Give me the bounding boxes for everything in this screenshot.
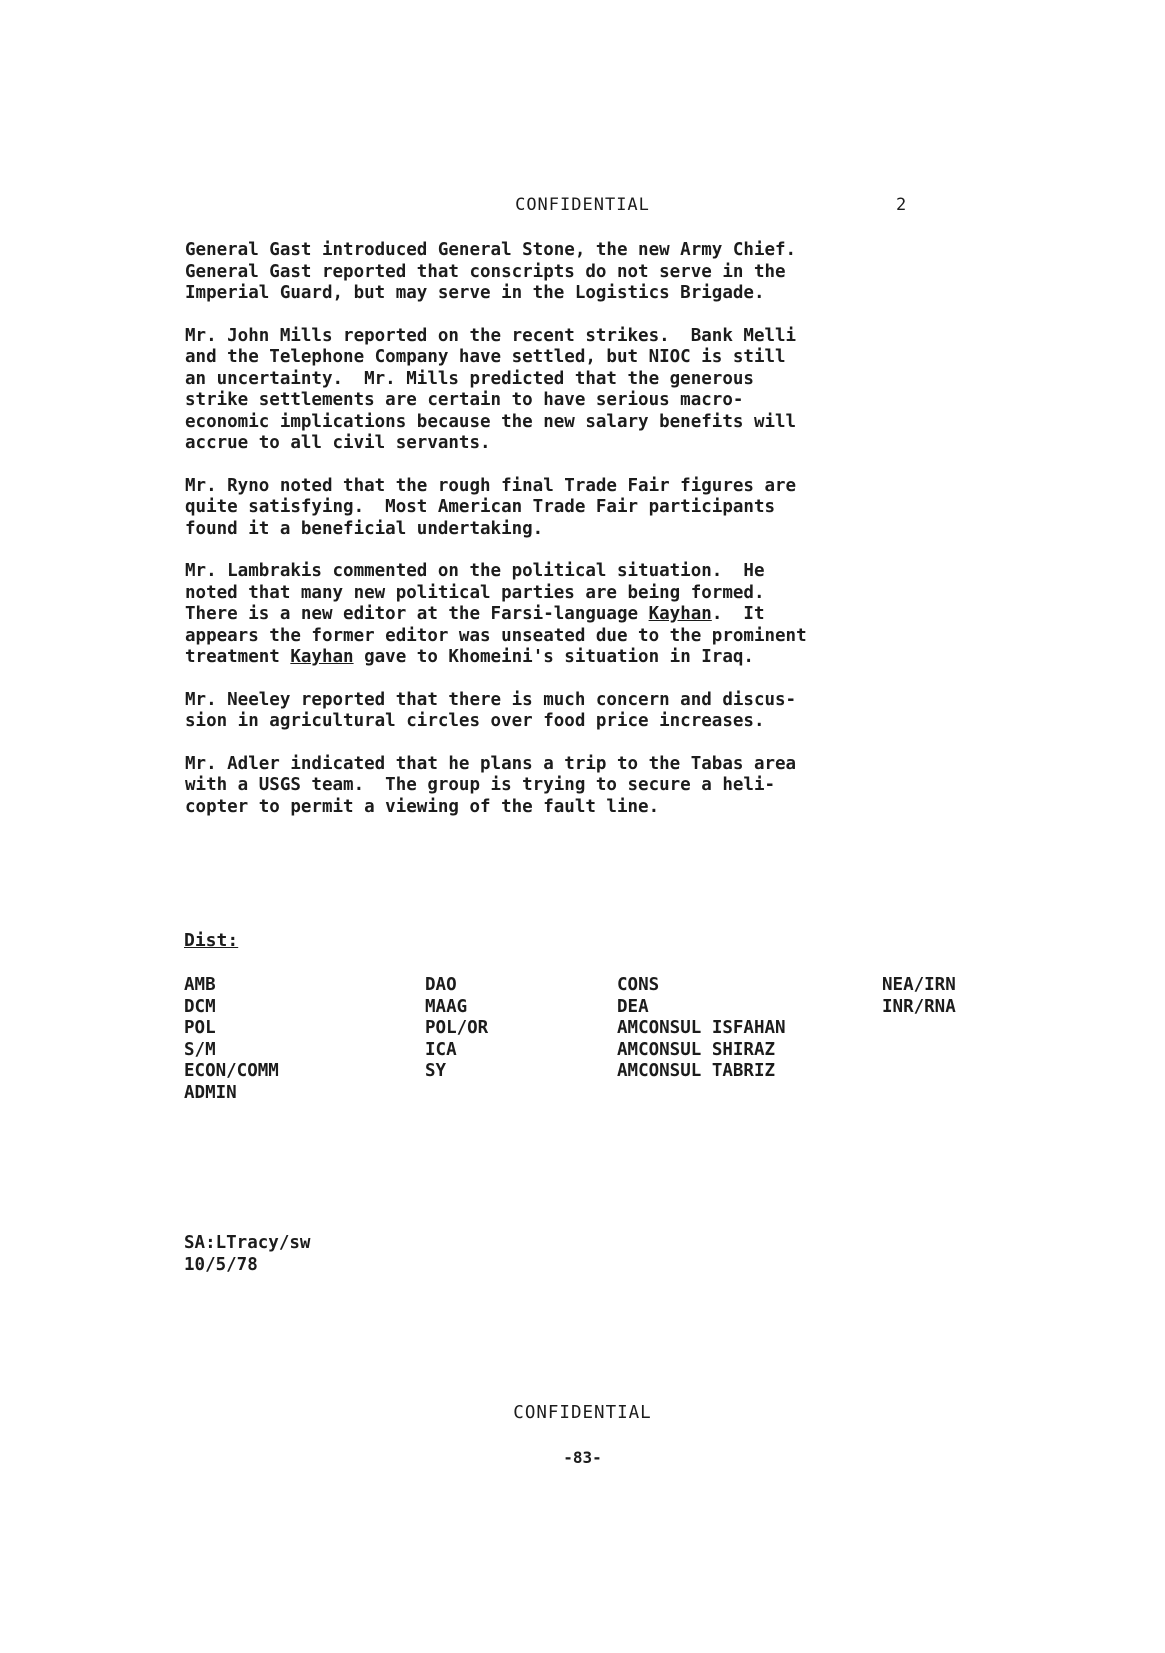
distribution-column-3 [617,975,786,1083]
paragraph-tabas-trip [185,754,985,819]
distribution-entry: NEA/IRN [882,975,956,995]
text-line [185,604,985,626]
paragraph-strikes [185,326,985,455]
paragraph-political-situation [185,561,985,669]
text-line: General Gast reported that conscripts do not serve in the [185,261,786,282]
text-line: appears the former editor was unseated due to the prominent [185,625,807,646]
text-line: Mr. Lambrakis commented on the political situation. He [185,561,765,581]
distribution-entry: DAO [425,975,457,995]
text-line: Mr. Ryno noted that the rough final Trade Fair figures are [185,475,797,496]
paragraph-trade-fair [185,476,985,541]
header-page-number: 2 [896,195,907,215]
footer-classification: CONFIDENTIAL [513,1403,652,1423]
distribution-entry: DCM [184,996,216,1017]
distribution-entry: AMB [184,975,216,995]
distribution-entry: SY [425,1061,447,1081]
text-line [185,647,985,669]
distribution-entry: CONS [617,975,660,995]
text-line: with a USGS team. The group is trying to secure a heli- [185,775,776,795]
publication-name-kayhan: Kayhan [648,604,712,624]
text-line: noted that many new political parties are being formed. [185,582,765,603]
drafter-initials: SA:LTracy/sw [184,1233,311,1253]
drafter-block [184,1233,310,1276]
text-line: an uncertainty. Mr. Mills predicted that the generous [185,368,754,389]
text-line: Mr. Adler indicated that he plans a trip to the Tabas area [185,753,797,774]
memo-body [185,240,985,839]
distribution-column-1 [184,975,279,1104]
distribution-entry: AMCONSUL ISFAHAN [617,1018,786,1038]
distribution-entry: AMCONSUL SHIRAZ [617,1039,776,1060]
distribution-entry: AMCONSUL TABRIZ [617,1061,776,1081]
distribution-entry: INR/RNA [882,996,956,1017]
distribution-column-2 [425,975,488,1083]
paragraph-army-chief [185,240,985,305]
text-segment: gave to Khomeini's situation in Iraq. [353,647,754,667]
distribution-entry: S/M [184,1039,216,1060]
text-line: Mr. John Mills reported on the recent strikes. Bank Melli [185,325,797,346]
text-line: strike settlements are certain to have serious macro- [185,390,744,410]
distribution-entry: POL [184,1018,216,1038]
distribution-entry: ICA [425,1039,457,1060]
distribution-label: Dist: [184,930,239,951]
text-segment: . It [711,604,765,624]
distribution-entry: POL/OR [425,1018,489,1038]
text-line: quite satisfying. Most American Trade Fair participants [185,497,776,517]
distribution-entry: ADMIN [184,1082,237,1103]
text-line: found it a beneficial undertaking. [185,518,544,539]
text-line: economic implications because the new salary benefits will [185,411,797,432]
header-classification: CONFIDENTIAL [515,195,650,215]
distribution-entry: DEA [617,996,649,1017]
text-line: Imperial Guard, but may serve in the Logistics Brigade. [185,283,765,303]
footer-page-number: -83- [563,1448,602,1467]
distribution-column-4 [882,975,956,1018]
distribution-entry: MAAG [425,996,468,1017]
publication-name-kayhan: Kayhan [290,647,354,667]
text-segment: There is a new editor at the Farsi-language [185,604,649,624]
text-line: copter to permit a viewing of the fault line. [185,796,660,817]
text-segment: treatment [185,647,291,667]
text-line: General Gast introduced General Stone, the new Army Chief. [185,240,797,260]
text-line: accrue to all civil servants. [185,433,491,453]
text-line: and the Telephone Company have settled, but NIOC is still [185,347,786,367]
paragraph-agriculture [185,690,985,733]
text-line: Mr. Neeley reported that there is much concern and discus- [185,689,797,710]
text-line: sion in agricultural circles over food price increases. [185,711,765,731]
draft-date: 10/5/78 [184,1254,258,1275]
distribution-entry: ECON/COMM [184,1061,279,1081]
